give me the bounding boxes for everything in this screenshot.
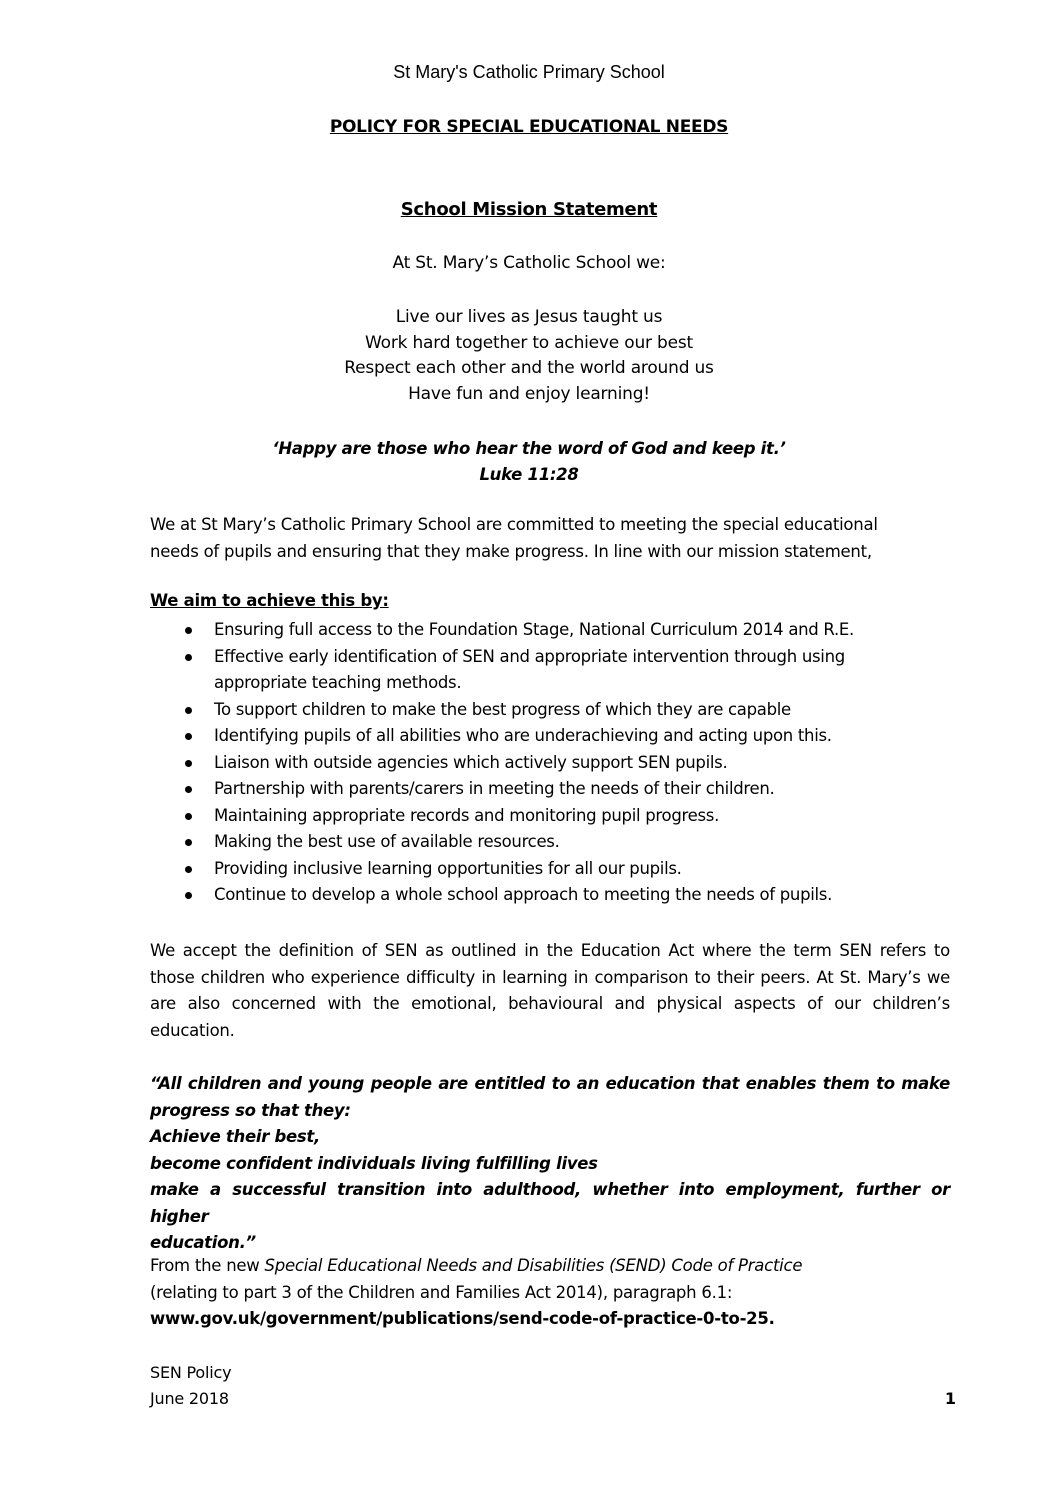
source-prefix: From the new [150,1256,265,1275]
send-quote-line: “All children and young people are entitled to an education that enables them to make [150,1074,950,1093]
bullet-icon [185,654,192,661]
bullet-icon [185,707,192,714]
mission-line: Live our lives as Jesus taught us [395,307,663,327]
footer-document-name: SEN Policy [150,1363,232,1382]
bullet-icon [185,733,192,740]
aims-item-text: Effective early identification of SEN and appropriate intervention through using appropriate teaching methods. [214,646,845,692]
aims-list-item [150,776,910,803]
mission-statement-heading: School Mission Statement [400,199,658,220]
scripture-quote-text: ‘Happy are those who hear the word of God and keep it.’ [272,439,786,458]
aims-list-item [150,856,910,883]
aims-list-item [150,723,910,750]
bullet-icon [185,813,192,820]
send-quote-line: Achieve their best, [150,1127,320,1146]
bullet-icon [185,866,192,873]
aims-list-item [150,829,910,856]
school-name-header: St Mary's Catholic Primary School [393,62,665,82]
source-detail: (relating to part 3 of the Children and Families Act 2014), paragraph 6.1: [150,1282,733,1302]
footer [150,1360,231,1412]
mission-line: Work hard together to achieve our best [365,332,693,353]
aims-item-text: Continue to develop a whole school approach to meeting the needs of pupils. [214,885,833,904]
bullet-icon [185,786,192,793]
commitment-paragraph [150,512,950,565]
aims-list-item [150,803,910,830]
aims-heading: We aim to achieve this by: [150,591,389,610]
bullet-icon [185,760,192,767]
footer-date: June 2018 [150,1389,229,1408]
page-number: 1 [944,1389,956,1408]
aims-list [150,617,910,909]
bullet-icon [185,839,192,846]
mission-line: Respect each other and the world around us [344,358,714,378]
aims-item-text: Identifying pupils of all abilities who are underachieving and acting upon this. [214,726,832,745]
aims-list-item [150,697,910,724]
mission-intro: At St. Mary’s Catholic School we: [392,253,666,273]
aims-list-item [150,882,910,909]
send-quote-line: become confident individuals living fulfilling lives [150,1153,598,1173]
source-line [150,1253,950,1280]
send-code-quote [150,1071,950,1257]
mission-lines [0,305,1058,407]
commitment-line: needs of pupils and ensuring that they make progress. In line with our mission statement, [150,541,872,561]
aims-item-text: Providing inclusive learning opportunities for all our pupils. [214,858,682,878]
aims-item-text: Ensuring full access to the Foundation Stage, National Curriculum 2014 and R.E. [214,620,854,639]
mission-line: Have fun and enjoy learning! [408,383,650,404]
send-quote-line: progress so that they: [150,1100,351,1120]
bullet-icon [185,627,192,634]
aims-list-item [150,617,910,644]
bullet-icon [185,892,192,899]
commitment-line: We at St Mary’s Catholic Primary School are committed to meeting the special educational [150,515,878,534]
aims-item-text: Partnership with parents/carers in meeting the needs of their children. [214,779,775,798]
source-citation [150,1253,950,1333]
scripture-quote-reference: Luke 11:28 [479,464,579,484]
aims-item-text: Liaison with outside agencies which actively support SEN pupils. [214,752,728,772]
aims-item-text: Maintaining appropriate records and monitoring pupil progress. [214,805,720,825]
source-url-link[interactable]: www.gov.uk/government/publications/send-code-of-practice-0-to-25. [150,1309,775,1328]
aims-list-item [150,750,910,777]
scripture-quote [0,436,1058,487]
sen-definition-paragraph: We accept the definition of SEN as outlined in the Education Act where the term SEN refers to those children who experience difficulty in learning in comparison to their peers. At St. Mary’s we are also concerned with the emotional, behavioural and physical aspects of our children’s education. [150,941,950,1040]
aims-list-item [150,644,910,697]
send-quote-line: education.” [150,1233,256,1252]
policy-title: POLICY FOR SPECIAL EDUCATIONAL NEEDS [329,117,729,137]
aims-item-text: To support children to make the best progress of which they are capable [214,699,791,719]
send-quote-line: make a successful transition into adulthood, whether into employment, further or higher [150,1180,950,1226]
aims-item-text: Making the best use of available resources. [214,832,560,851]
code-of-practice-title: Special Educational Needs and Disabilities (SEND) Code of Practice [264,1256,803,1275]
